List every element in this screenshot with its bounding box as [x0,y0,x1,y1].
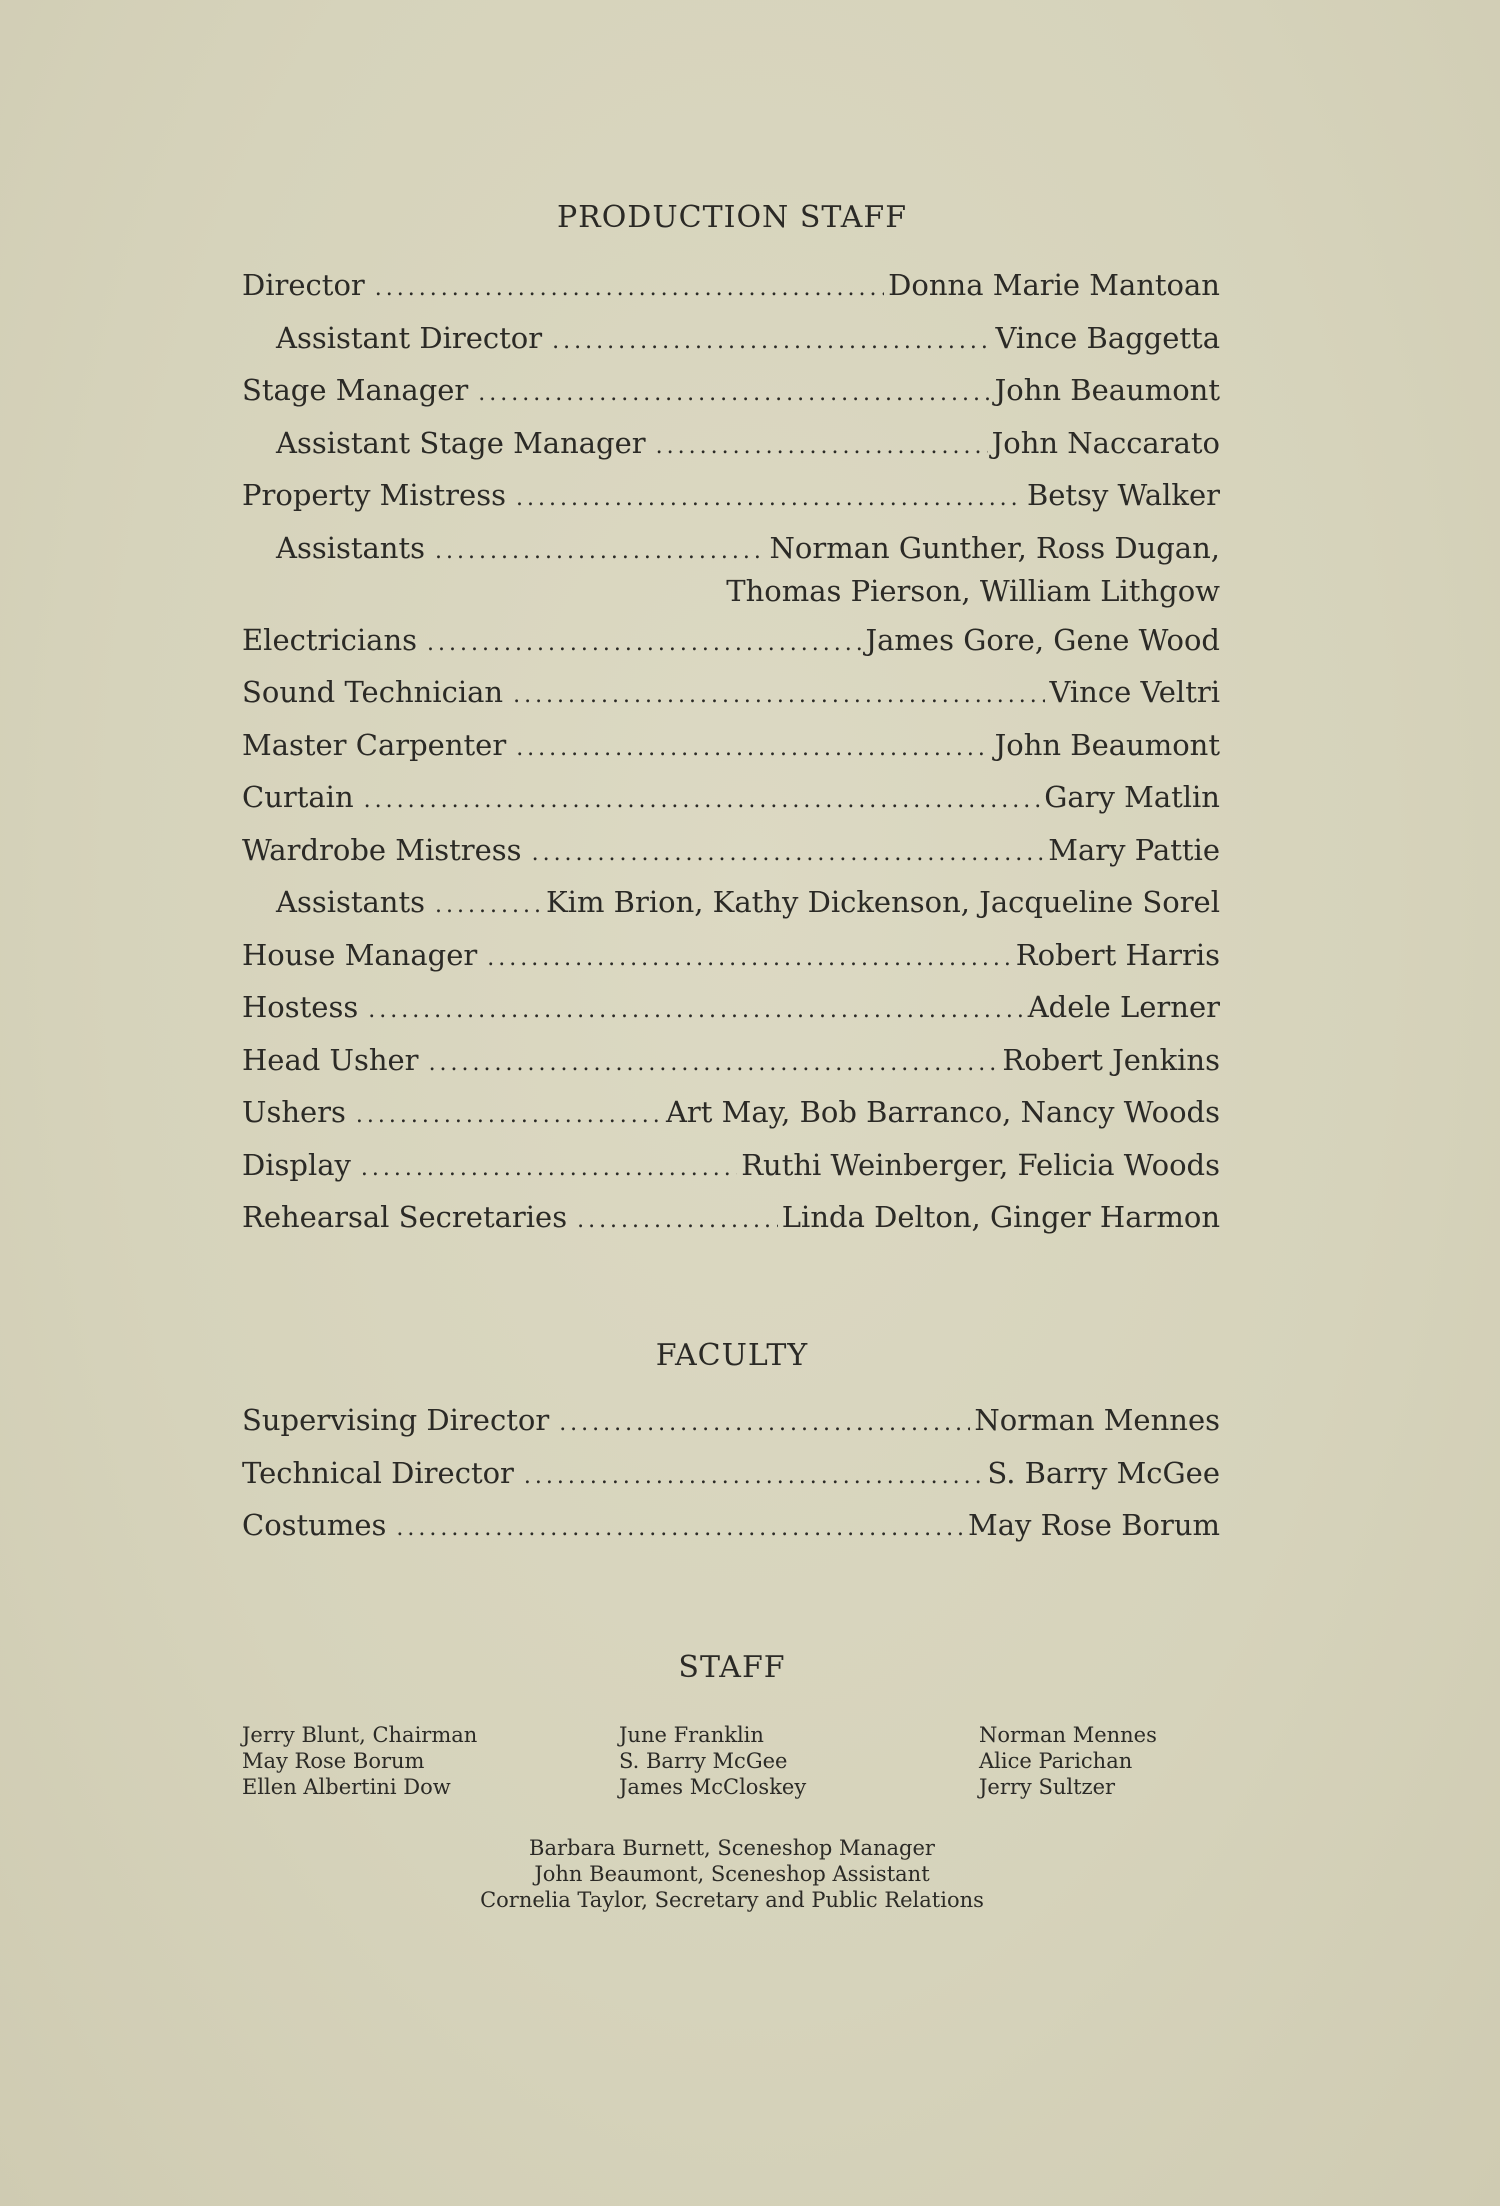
credit-role: Costumes [242,1508,387,1542]
credit-row [242,728,1220,781]
credit-row [242,1456,1220,1509]
credit-row [242,780,1220,833]
credit-name: Vince Baggetta [995,320,1220,355]
credit-role: Assistants [276,885,426,919]
credit-name: John Naccarato [991,425,1220,460]
leader-dots [577,1208,778,1233]
leader-dots [396,1516,964,1541]
credit-name: James Gore, Gene Wood [865,622,1220,657]
staff-heading: STAFF [678,1650,786,1685]
staff-column-1 [242,1722,477,1800]
credit-role: Rehearsal Secretaries [242,1200,568,1234]
credit-name: Adele Lerner [1027,990,1220,1024]
leader-dots [356,1103,662,1128]
credit-role: Curtain [242,780,354,814]
credit-row [242,885,1220,938]
staff-member: Norman Mennes [979,1723,1157,1747]
credit-row [242,675,1220,728]
staff-footer [0,1835,1464,1913]
production-staff-list [242,268,1220,1253]
leader-dots [656,434,988,459]
staff-column-3 [979,1722,1157,1800]
credit-row [242,373,1220,426]
leader-dots [368,998,1023,1023]
credit-role: Sound Technician [242,675,504,709]
staff-member: James McCloskey [619,1775,807,1799]
faculty-list [242,1403,1220,1561]
credit-row [242,478,1220,531]
credit-row [242,938,1220,991]
staff-member: Alice Parichan [979,1749,1133,1773]
credit-role: Director [242,268,365,302]
credit-name: John Beaumont [994,373,1220,407]
staff-footer-line: John Beaumont, Sceneshop Assistant [534,1862,930,1886]
staff-member: Ellen Albertini Dow [242,1775,451,1799]
credit-role: Hostess [242,990,359,1024]
leader-dots [513,683,1045,708]
credit-role: Assistants [276,530,426,565]
credit-name: Betsy Walker [1026,478,1220,512]
credit-name: Kim Brion, Kathy Dickenson, Jacqueline Sorel [546,885,1220,919]
credit-name: Gary Matlin [1044,780,1220,814]
staff-column-2 [619,1722,806,1800]
leader-dots [532,841,1045,866]
credit-role: Property Mistress [242,478,506,512]
leader-dots [516,486,1023,511]
credit-row [242,1200,1220,1253]
production-staff-heading: PRODUCTION STAFF [556,200,908,235]
credit-row [242,1403,1220,1456]
credit-row [242,1508,1220,1561]
credit-role: Assistant Director [276,320,543,355]
leader-dots [364,788,1041,813]
leader-dots [429,1051,999,1076]
faculty-heading: FACULTY [655,1338,809,1373]
credit-role: Wardrobe Mistress [242,832,522,867]
credit-role: Stage Manager [242,373,469,407]
leader-dots [427,631,862,656]
credit-role: Ushers [242,1095,346,1129]
credit-role: Assistant Stage Manager [276,425,646,460]
leader-dots [559,1411,970,1436]
credit-row [242,321,1220,374]
credit-role: Technical Director [242,1455,514,1490]
credit-name: Norman Gunther, Ross Dugan, [769,530,1220,565]
credit-name: Vince Veltri [1049,675,1220,709]
credit-name: Robert Harris [1015,937,1220,972]
credit-row [242,268,1220,321]
credit-row [242,833,1220,886]
credit-role: Supervising Director [242,1403,550,1437]
leader-dots [487,946,1012,971]
staff-member: Jerry Blunt, Chairman [242,1723,478,1747]
credit-row [242,1095,1220,1148]
credit-name: Ruthi Weinberger, Felicia Woods [741,1147,1220,1182]
leader-dots [435,539,766,564]
credit-name: Robert Jenkins [1002,1042,1220,1077]
staff-member: Jerry Sultzer [979,1775,1116,1799]
credit-role: Master Carpenter [242,727,507,762]
credit-row [242,1148,1220,1201]
credit-name: Donna Marie Mantoan [888,268,1220,302]
credit-role: Electricians [242,622,418,657]
leader-dots [361,1156,737,1181]
credit-row [242,426,1220,479]
leader-dots [435,893,542,918]
credit-name: John Beaumont [994,727,1220,762]
credit-row [242,990,1220,1043]
leader-dots [478,381,990,406]
credit-role: Display [242,1147,351,1182]
credit-name: Linda Delton, Ginger Harmon [781,1200,1220,1234]
leader-dots [552,329,991,354]
staff-footer-line: Barbara Burnett, Sceneshop Manager [529,1836,935,1860]
credit-row [242,1043,1220,1096]
credit-row [242,531,1220,623]
credit-name: Mary Pattie [1048,832,1220,867]
leader-dots [524,1464,983,1489]
credit-name: S. Barry McGee [987,1455,1220,1490]
staff-member: June Franklin [619,1723,764,1747]
leader-dots [516,736,990,761]
staff-footer-line: Cornelia Taylor, Secretary and Public Relations [480,1888,984,1912]
credit-name-continued: Thomas Pierson, William Lithgow [726,573,1220,608]
credit-name: Art May, Bob Barranco, Nancy Woods [665,1095,1220,1129]
staff-member: May Rose Borum [242,1749,425,1773]
credit-row [242,623,1220,676]
credit-role: Head Usher [242,1042,419,1077]
credit-role: House Manager [242,937,478,972]
credit-name: Norman Mennes [974,1403,1220,1437]
leader-dots [375,276,884,301]
staff-member: S. Barry McGee [619,1749,788,1773]
credit-name: May Rose Borum [968,1508,1220,1542]
